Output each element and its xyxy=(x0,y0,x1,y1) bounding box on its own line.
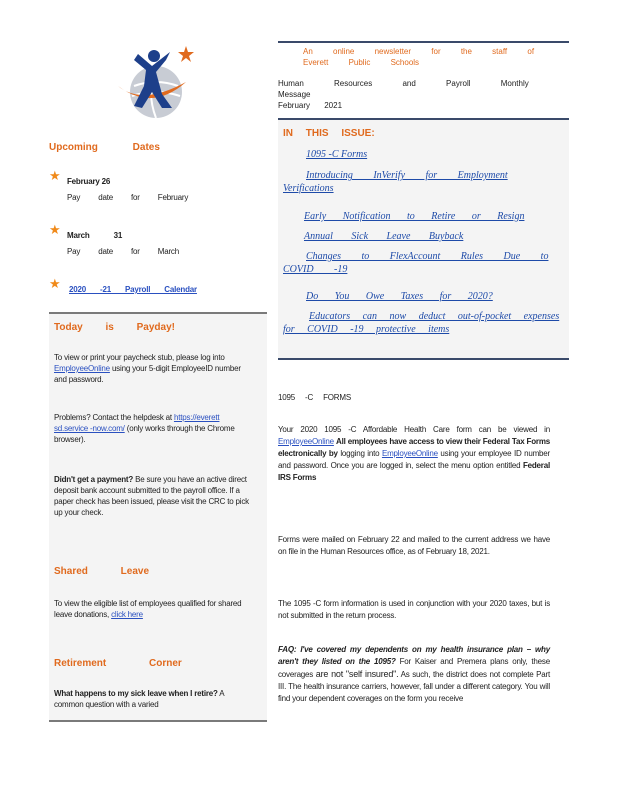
problems-label: Problems? Contact the helpdesk at xyxy=(54,413,172,422)
faq-answer-2: As such, the district does not complete Part III. The health insurance carriers, however, fall under a different category. You will find your dependent coverages on the form you receive xyxy=(278,670,550,703)
p1-text-a: Your 2020 1095 -C Affordable Health Care form can be viewed in xyxy=(278,425,550,434)
today-payday-title: Today is Payday! xyxy=(54,322,175,333)
issue-link-1095[interactable]: 1095 -C Forms xyxy=(306,149,368,160)
star-icon: ★ xyxy=(49,168,61,183)
in-this-issue-box xyxy=(278,118,569,360)
helpdesk-link[interactable]: https://everett sd.service -now.com/ xyxy=(54,413,220,433)
everett-schools-logo xyxy=(112,42,202,120)
article-paragraph-2: Forms were mailed on February 22 and mailed to the current address we have on file in the Human Resources office, as of February 18, 2021. xyxy=(278,535,550,556)
upcoming-date-1: February 26 xyxy=(67,177,111,186)
payment-text: Be sure you have an active direct deposit bank account submitted to the payroll office. If a paper check has been issued, please visit the CRC to pick up your check. xyxy=(54,475,249,517)
p1-text-d: using your employee ID number and password. Once you are logged in, select the menu option entitled xyxy=(278,449,551,470)
faq-answer-1: For Kaiser and Premera plans only, these coverages xyxy=(278,657,550,679)
p1-text-c: logging into xyxy=(340,449,380,458)
faq-block xyxy=(278,644,550,705)
shared-text: To view the eligible list of employees qualified for shared leave donations, xyxy=(54,599,242,619)
shared-leave-title: Shared Leave xyxy=(54,566,150,577)
p1-employee-online-link-2[interactable]: EmployeeOnline xyxy=(381,449,438,458)
retirement-corner-title: Retirement Corner xyxy=(54,658,182,669)
sidebar-panel xyxy=(49,312,267,722)
article-paragraph-3: The 1095 -C form information is used in conjunction with your 2020 taxes, but is not submitted in the return process. xyxy=(278,599,550,620)
hr-header xyxy=(278,78,569,111)
problems-text xyxy=(54,412,254,445)
today-text-2: using your 5-digit EmployeeID number and password. xyxy=(54,364,241,384)
issue-link-retire[interactable]: Early Notification to Retire or Resign xyxy=(304,211,525,222)
issue-link-educators[interactable]: Educators can now deduct out-of-pocket expenses for COVID -19 protective items xyxy=(283,311,560,335)
article-paragraph-1 xyxy=(278,424,550,484)
in-this-issue-title: IN THIS ISSUE: xyxy=(283,128,375,139)
retirement-question: What happens to my sick leave when I retire? xyxy=(54,689,218,698)
retirement-text xyxy=(54,688,254,710)
retirement-answer: A common question with a varied xyxy=(54,689,224,709)
star-icon: ★ xyxy=(49,276,61,291)
issue-link-inverify[interactable]: Introducing InVerify for Employment Verifications xyxy=(283,170,508,194)
issue-link-taxes[interactable]: Do You Owe Taxes for 2020? xyxy=(306,291,493,302)
payroll-calendar-link[interactable]: 2020 -21 Payroll Calendar xyxy=(69,285,197,294)
today-text-1: To view or print your paycheck stub, please log into xyxy=(54,353,225,362)
problems-note: (only works through the Chrome browser). xyxy=(54,424,235,444)
issue-link-flexaccount[interactable]: Changes to FlexAccount Rules Due to COVID -19 xyxy=(283,251,549,275)
upcoming-desc-1: Pay date for February xyxy=(67,193,189,202)
issue-link-sick-leave[interactable]: Annual Sick Leave Buyback xyxy=(304,231,464,242)
upcoming-date-2: March 31 xyxy=(67,231,123,240)
p1-employee-online-link[interactable]: EmployeeOnline xyxy=(278,437,334,446)
p1-text-b: All employees have access to view their Federal Tax Forms electronically by xyxy=(278,437,550,458)
upcoming-desc-2: Pay date for March xyxy=(67,247,179,256)
today-text xyxy=(54,352,254,385)
p1-federal-irs-forms: Federal IRS Forms xyxy=(278,461,550,482)
upcoming-dates-title: Upcoming Dates xyxy=(49,142,160,153)
payment-block xyxy=(54,474,254,518)
hr-header-date: February 2021 xyxy=(278,101,343,110)
newsletter-tagline: An online newsletter for the staff of Everett Public Schools xyxy=(303,47,535,67)
payment-question: Didn't get a payment? xyxy=(54,475,134,484)
employee-online-link[interactable]: EmployeeOnline xyxy=(54,364,110,373)
article-heading: 1095 -C FORMS xyxy=(278,393,351,402)
hr-header-title: Human Resources and Payroll Monthly Message xyxy=(278,79,529,99)
faq-answer-emphasis: are not "self insured". xyxy=(315,669,399,679)
star-icon: ★ xyxy=(49,222,61,237)
faq-question: FAQ: I've covered my dependents on my health insurance plan – why aren't they listed on the 1095? xyxy=(278,645,550,666)
shared-leave-link[interactable]: click here xyxy=(111,610,143,619)
header-rule xyxy=(278,41,569,43)
shared-leave-text xyxy=(54,598,254,620)
